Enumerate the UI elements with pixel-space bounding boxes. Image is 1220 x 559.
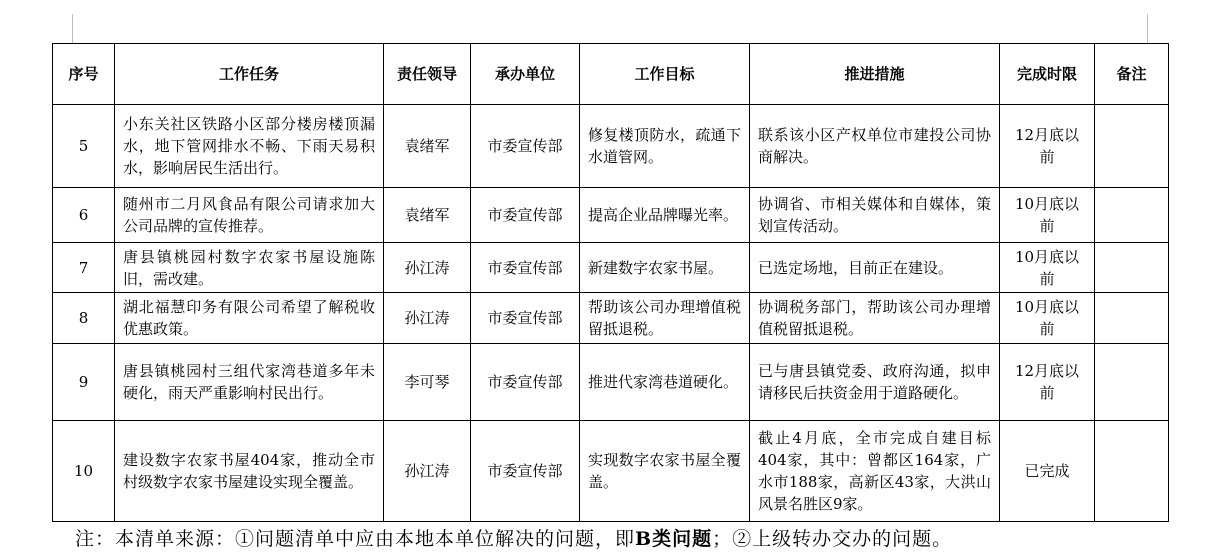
row-leader: 袁绪军 xyxy=(384,105,471,188)
row-deadline: 10月底以前 xyxy=(1000,188,1095,243)
row-goal: 推进代家湾巷道硬化。 xyxy=(580,344,750,421)
row-leader: 孙江涛 xyxy=(384,293,471,344)
row-measure: 已选定场地，目前正在建设。 xyxy=(750,243,1000,293)
row-no: 5 xyxy=(53,105,115,188)
row-no: 8 xyxy=(53,293,115,344)
row-remark xyxy=(1095,421,1169,522)
row-goal: 实现数字农家书屋全覆盖。 xyxy=(580,421,750,522)
row-no: 9 xyxy=(53,344,115,421)
row-deadline: 12月底以前 xyxy=(1000,344,1095,421)
row-measure: 联系该小区产权单位市建投公司协商解决。 xyxy=(750,105,1000,188)
row-task: 小东关社区铁路小区部分楼房楼顶漏水，地下管网排水不畅、下雨天易积水，影响居民生活出行。 xyxy=(115,105,384,188)
row-leader: 孙江涛 xyxy=(384,421,471,522)
row-measure: 截止4月底，全市完成自建目标404家，其中：曾都区164家，广水市188家，高新区43家，大洪山风景名胜区9家。 xyxy=(750,421,1000,522)
row-task: 建设数字农家书屋404家，推动全市村级数字农家书屋建设实现全覆盖。 xyxy=(115,421,384,522)
footnote-suffix: ；②上级转办交办的问题。 xyxy=(712,528,953,550)
row-remark xyxy=(1095,293,1169,344)
row-task: 随州市二月风食品有限公司请求加大公司品牌的宣传推荐。 xyxy=(115,188,384,243)
header-task: 工作任务 xyxy=(115,44,384,105)
header-no: 序号 xyxy=(53,44,115,105)
table-row xyxy=(53,105,1169,188)
row-goal: 新建数字农家书屋。 xyxy=(580,243,750,293)
row-unit: 市委宣传部 xyxy=(471,243,580,293)
table-row xyxy=(53,293,1169,344)
row-unit: 市委宣传部 xyxy=(471,188,580,243)
row-no: 10 xyxy=(53,421,115,522)
footnote-bold: B类问题 xyxy=(635,528,713,550)
row-task: 唐县镇桃园村三组代家湾巷道多年未硬化，雨天严重影响村民出行。 xyxy=(115,344,384,421)
row-remark xyxy=(1095,344,1169,421)
row-remark xyxy=(1095,243,1169,293)
row-task: 唐县镇桃园村数字农家书屋设施陈旧，需改建。 xyxy=(115,243,384,293)
row-deadline: 12月底以前 xyxy=(1000,105,1095,188)
footnote-prefix: 注：本清单来源：①问题清单中应由本地本单位解决的问题，即 xyxy=(75,528,636,550)
row-goal: 提高企业品牌曝光率。 xyxy=(580,188,750,243)
table-row xyxy=(53,421,1169,522)
row-no: 7 xyxy=(53,243,115,293)
header-goal: 工作目标 xyxy=(580,44,750,105)
row-unit: 市委宣传部 xyxy=(471,105,580,188)
row-remark xyxy=(1095,105,1169,188)
row-unit: 市委宣传部 xyxy=(471,344,580,421)
task-table xyxy=(52,43,1169,522)
page-corner-mark-left xyxy=(72,14,73,44)
row-deadline: 已完成 xyxy=(1000,421,1095,522)
table-row xyxy=(53,243,1169,293)
row-goal: 帮助该公司办理增值税留抵退税。 xyxy=(580,293,750,344)
page-corner-mark-right xyxy=(1147,14,1148,44)
row-unit: 市委宣传部 xyxy=(471,293,580,344)
row-remark xyxy=(1095,188,1169,243)
row-unit: 市委宣传部 xyxy=(471,421,580,522)
row-no: 6 xyxy=(53,188,115,243)
row-leader: 袁绪军 xyxy=(384,188,471,243)
row-measure: 协调税务部门，帮助该公司办理增值税留抵退税。 xyxy=(750,293,1000,344)
table-row xyxy=(53,344,1169,421)
row-task: 湖北福慧印务有限公司希望了解税收优惠政策。 xyxy=(115,293,384,344)
row-deadline: 10月底以前 xyxy=(1000,243,1095,293)
header-deadline: 完成时限 xyxy=(1000,44,1095,105)
row-measure: 协调省、市相关媒体和自媒体，策划宣传活动。 xyxy=(750,188,1000,243)
header-remark: 备注 xyxy=(1095,44,1169,105)
table-row xyxy=(53,188,1169,243)
footnote xyxy=(75,524,952,551)
header-leader: 责任领导 xyxy=(384,44,471,105)
row-measure: 已与唐县镇党委、政府沟通，拟申请移民后扶资金用于道路硬化。 xyxy=(750,344,1000,421)
row-leader: 李可琴 xyxy=(384,344,471,421)
header-measure: 推进措施 xyxy=(750,44,1000,105)
row-deadline: 10月底以前 xyxy=(1000,293,1095,344)
header-unit: 承办单位 xyxy=(471,44,580,105)
table-header-row xyxy=(53,44,1169,105)
row-goal: 修复楼顶防水，疏通下水道管网。 xyxy=(580,105,750,188)
row-leader: 孙江涛 xyxy=(384,243,471,293)
